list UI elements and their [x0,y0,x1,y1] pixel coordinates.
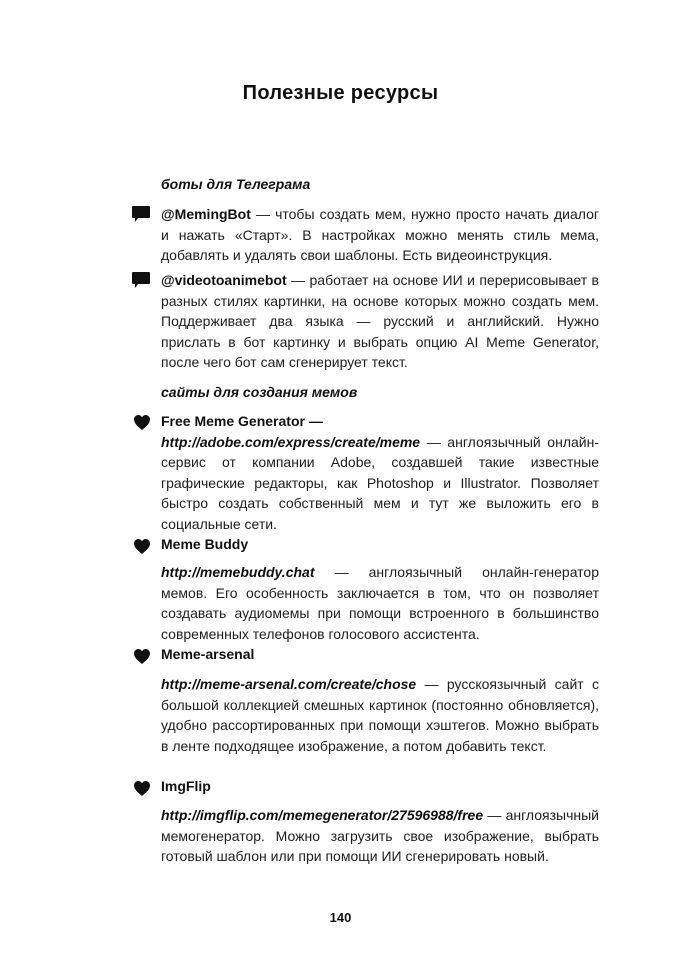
heart-icon [133,538,151,555]
section-heading-sites: сайты для создания мемов [161,384,358,400]
site-entry [161,411,599,534]
site-url-link[interactable]: http://meme-arsenal.com/create/chose [161,676,417,692]
site-description: — англоязычный онлайн-генератор мемов. Его особенность заключается в том, что он позволяет создавать аудиомемы при помощи встроенного в большинство современных телефонов голосового ассистента. [161,564,599,642]
bot-description: — чтобы создать мем, нужно просто начать диалог и нажать «Старт». В настройках можно менять стиль мема, добавлять и удалять свои шаблоны. Есть видеоинструкция. [161,206,599,263]
site-description: — англоязычный мемогенератор. Можно загрузить свое изображение, выбрать готовый шаблон или при помощи ИИ сгенерировать новый. [161,807,599,864]
section-heading-telegram: боты для Телеграма [161,176,311,192]
site-entry [161,674,599,756]
heart-icon [133,648,151,665]
heart-icon [133,414,151,431]
telegram-bot-entry [161,204,599,266]
bot-name[interactable]: @videotoanimebot [161,272,287,288]
site-entry [161,805,599,867]
speech-bubble-icon [131,205,151,224]
site-url-link[interactable]: http://imgflip.com/memegenerator/27596988/free [161,807,484,823]
site-title: Meme-arsenal [161,646,255,662]
page-number: 140 [329,910,352,925]
site-title: ImgFlip [161,778,211,794]
site-url-link[interactable]: http://memebuddy.chat [161,564,315,580]
page-title: Полезные ресурсы [242,82,439,104]
bot-name[interactable]: @MemingBot [161,206,251,222]
bot-description: — работает на основе ИИ и перерисовывает в разных стилях картинки, на основе которых можно создать мем. Поддерживает два языка — русский и английский. Нужно прислать в бот картинку и выбрать опцию AI Meme Generator, после чего бот сам сгенерирует текст. [161,272,599,370]
site-entry [161,562,599,644]
heart-icon [133,780,151,797]
telegram-bot-entry [161,270,599,373]
site-title: Free Meme Generator — [161,413,323,429]
speech-bubble-icon [131,271,151,290]
site-url-link[interactable]: http://adobe.com/express/create/meme [161,433,421,450]
site-title: Meme Buddy [161,536,249,552]
site-description: — русскоязычный сайт с большой коллекцией смешных картинок (постоянно обновляется), удобно рассортированных при помощи хэштегов. Можно выбрать в ленте подходящее изображение, а потом добавить текст. [161,676,599,754]
site-description: — англоязычный онлайн-сервис от компании Adobe, создавшей такие известные графические редакторы, как Photoshop и Illustrator. Позволяет быстро создать собственный мем и тут же выложить его в социальные сети. [161,433,599,532]
